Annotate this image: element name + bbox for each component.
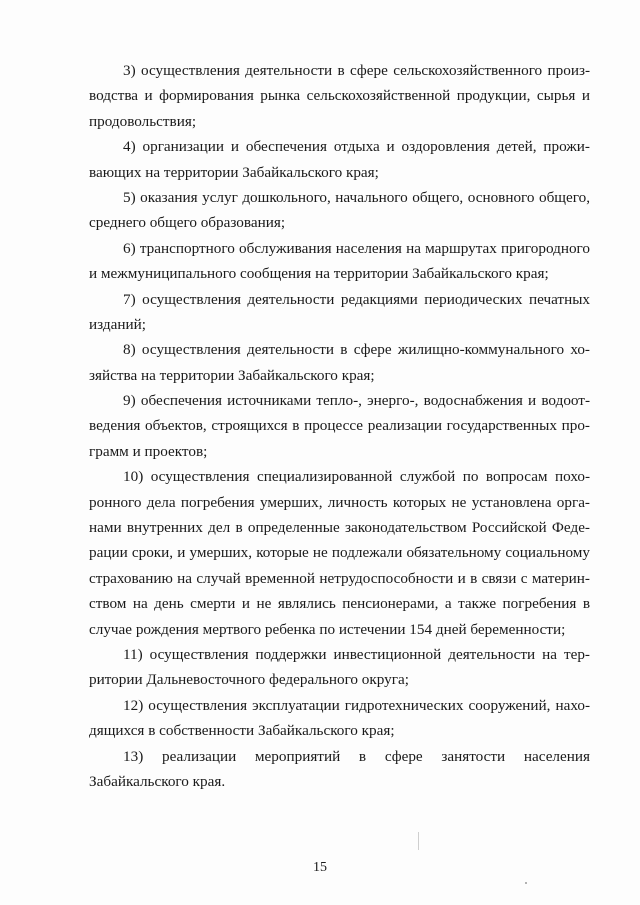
paragraph-item-8: [89, 337, 590, 388]
text-line: ством на день смерти и не являлись пенсионерами, а также погребения в: [89, 595, 590, 613]
scan-artifact: [525, 882, 527, 884]
paragraph-item-5: [89, 185, 590, 236]
text-line: дящихся в собственности Забайкальского края;: [89, 722, 395, 740]
text-line: 9) обеспечения источниками тепло-, энерго-, водоснабжения и водоот-: [123, 392, 590, 410]
text-line: страхованию на случай временной нетрудоспособности и в связи с материн-: [89, 569, 590, 587]
text-line: 12) осуществления эксплуатации гидротехнических сооружений, нахо-: [123, 696, 590, 714]
text-line: 5) оказания услуг дошкольного, начального общего, основного общего,: [123, 188, 590, 206]
text-line: ритории Дальневосточного федерального округа;: [89, 671, 409, 689]
scan-artifact: [418, 832, 419, 850]
text-line: 8) осуществления деятельности в сфере жилищно-коммунального хо-: [123, 341, 590, 359]
text-line: Забайкальского края.: [89, 772, 226, 790]
document-body: [89, 58, 590, 794]
text-line: случае рождения мертвого ребенка по истечении 154 дней беременности;: [89, 620, 566, 638]
paragraph-item-11: [89, 642, 590, 693]
text-line: грамм и проектов;: [89, 442, 208, 460]
paragraph-item-9: [89, 388, 590, 464]
paragraph-item-4: [89, 134, 590, 185]
text-line: 10) осуществления специализированной службой по вопросам похо-: [123, 468, 590, 486]
text-line: среднего общего образования;: [89, 214, 286, 232]
paragraph-item-12: [89, 693, 590, 744]
text-line: 13) реализации мероприятий в сфере занятости населения: [123, 747, 590, 765]
paragraph-item-3: [89, 58, 590, 134]
text-line: 3) осуществления деятельности в сфере сельскохозяйственного произ-: [123, 62, 590, 79]
text-line: рации сроки, и умерших, которые не подлежали обязательному социальному: [89, 544, 590, 562]
text-line: 7) осуществления деятельности редакциями периодических печатных: [123, 290, 590, 308]
text-line: водства и формирования рынка сельскохозяйственной продукции, сырья и: [89, 87, 590, 105]
page-number: 15: [313, 860, 327, 875]
text-line: 11) осуществления поддержки инвестиционной деятельности на тер-: [123, 645, 590, 663]
paragraph-item-6: [89, 236, 590, 287]
text-line: вающих на территории Забайкальского края;: [89, 163, 379, 181]
text-line: продовольствия;: [89, 112, 197, 130]
text-line: и межмуниципального сообщения на территории Забайкальского края;: [89, 265, 549, 283]
text-line: изданий;: [89, 315, 146, 333]
text-line: нами внутренних дел в определенные законодательством Российской Феде-: [89, 519, 590, 537]
paragraph-item-7: [89, 287, 590, 338]
text-line: зяйства на территории Забайкальского края;: [89, 366, 375, 384]
text-line: 4) организации и обеспечения отдыха и оздоровления детей, прожи-: [123, 138, 590, 156]
paragraph-item-10: [89, 464, 590, 642]
text-line: 6) транспортного обслуживания населения на маршрутах пригородного: [123, 239, 590, 257]
text-line: ведения объектов, строящихся в процессе реализации государственных про-: [89, 417, 590, 435]
text-line: ронного дела погребения умерших, личность которых не установлена орга-: [89, 493, 590, 511]
paragraph-item-13: [89, 744, 590, 795]
